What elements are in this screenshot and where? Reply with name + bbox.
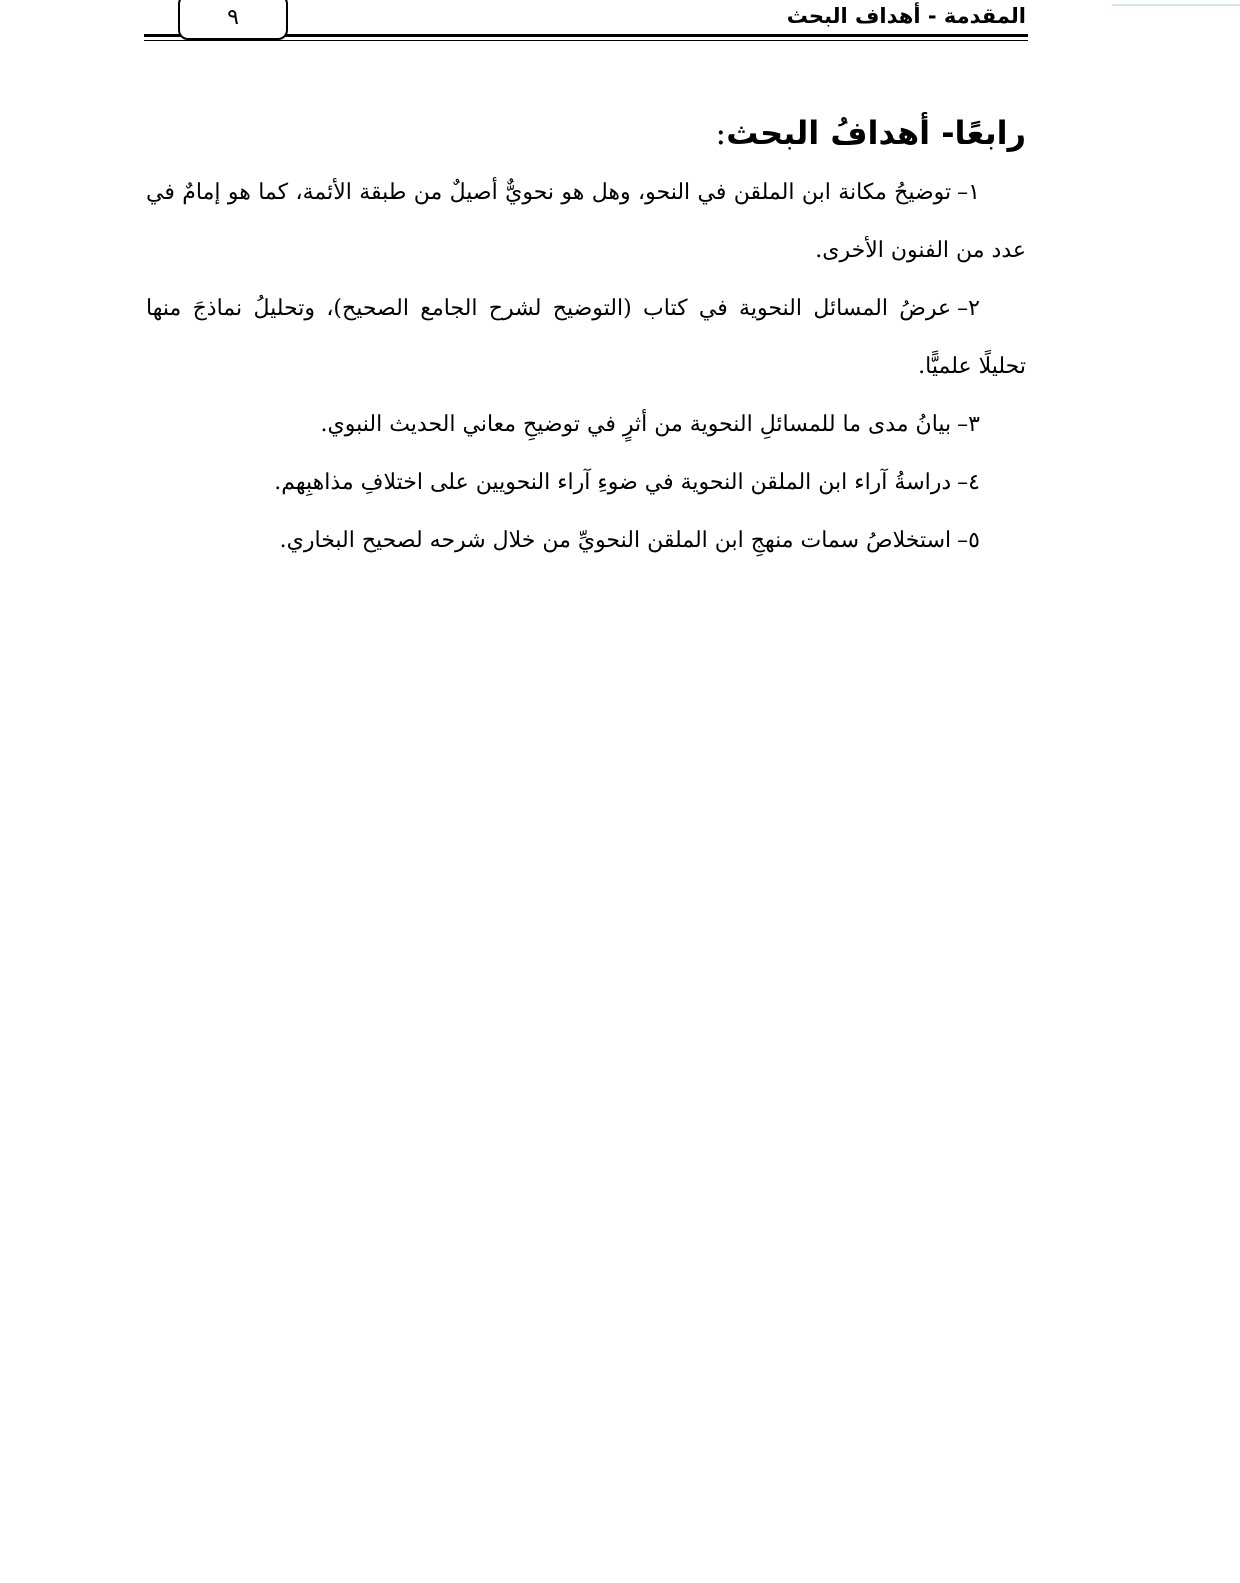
corner-mark (1112, 4, 1240, 6)
section-heading-colon: : (715, 114, 727, 152)
goal-text: دراسةُ آراء ابن الملقن النحوية في ضوءِ آراء النحويين على اختلافِ مذاهبِهم. (274, 470, 952, 495)
page-body (146, 108, 1026, 570)
page-number: ٩ (178, 0, 288, 40)
goal-item-4 (146, 454, 1026, 512)
section-heading-text: رابعًا- أهدافُ البحث (726, 114, 1026, 152)
goal-text: بيانُ مدى ما للمسائلِ النحوية من أثرٍ في توضيحِ معاني الحديث النبوي. (320, 412, 952, 437)
running-header (144, 0, 1028, 46)
goal-item-1 (146, 164, 1026, 280)
goal-item-3 (146, 396, 1026, 454)
header-rule-thin (144, 40, 1028, 41)
goal-number: ٥– (957, 528, 980, 553)
goal-text: استخلاصُ سمات منهجِ ابن الملقن النحويِّ من خلال شرحه لصحيح البخاري. (279, 528, 952, 553)
goal-item-5 (146, 512, 1026, 570)
section-heading (146, 108, 1026, 158)
goal-text: توضيحُ مكانة ابن الملقن في النحو، وهل هو نحويٌّ أصيلٌ من طبقة الأئمة، كما هو إمامٌ في عدد من الفنون الأخرى. (146, 180, 1026, 263)
goal-text: عرضُ المسائل النحوية في كتاب (التوضيح لشرح الجامع الصحيح)، وتحليلُ نماذجَ منها تحليلًا علميًّا. (146, 296, 1026, 379)
goal-number: ٤– (957, 470, 980, 495)
goal-number: ٢– (957, 296, 980, 321)
running-header-title: المقدمة - أهداف البحث (786, 4, 1026, 28)
goal-number: ٣– (957, 412, 980, 437)
goal-number: ١– (957, 180, 980, 205)
goal-item-2 (146, 280, 1026, 396)
